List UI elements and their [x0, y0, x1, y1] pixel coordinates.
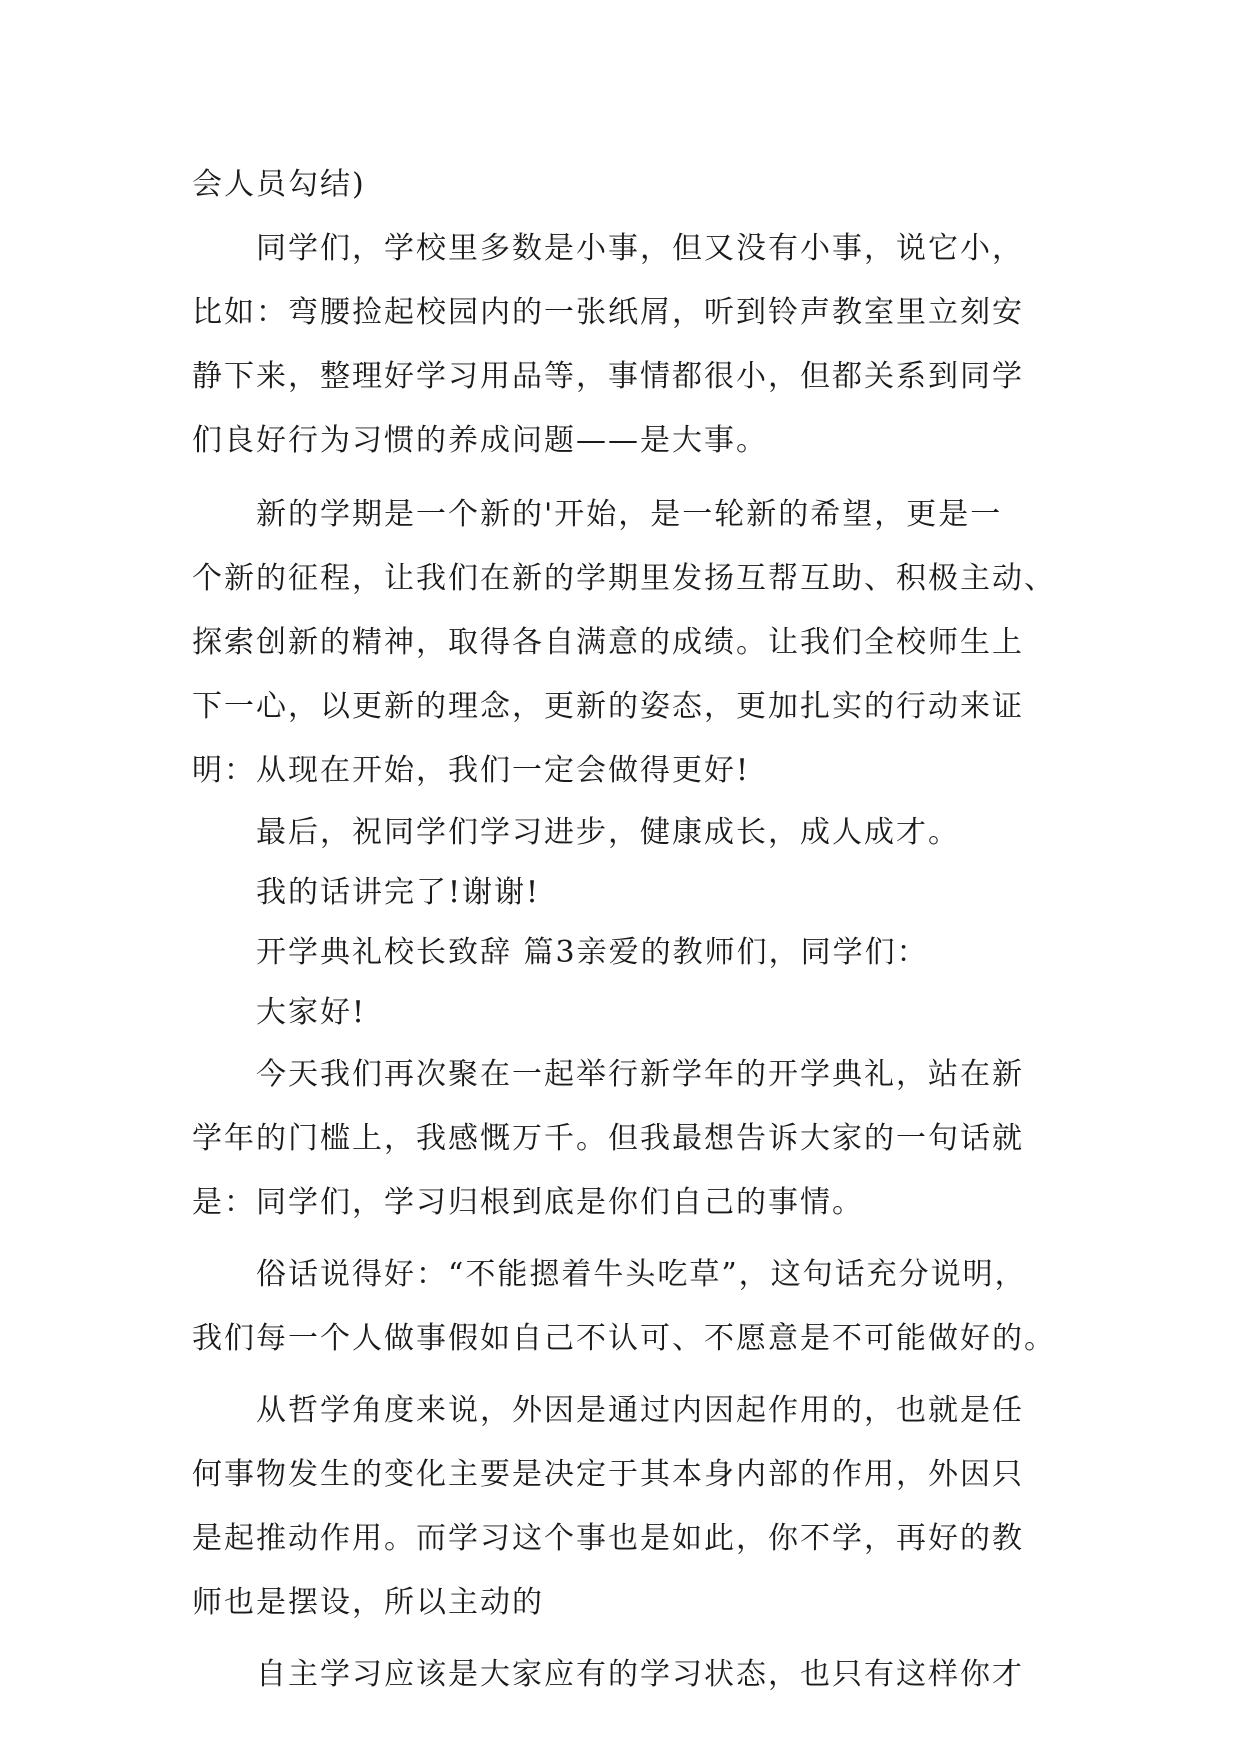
- text-line: 们良好行为习惯的养成问题——是大事。: [192, 423, 768, 458]
- text-line: 今天我们再次聚在一起举行新学年的开学典礼，站在新: [256, 1057, 1024, 1092]
- section-heading: 开学典礼校长致辞 篇3亲爱的教师们，同学们：: [256, 935, 929, 970]
- text-line: 静下来，整理好学习用品等，事情都很小，但都关系到同学: [192, 359, 1024, 394]
- text-line: 最后，祝同学们学习进步，健康成长，成人成才。: [256, 815, 960, 850]
- text-line: 从哲学角度来说，外因是通过内因起作用的，也就是任: [256, 1393, 1024, 1428]
- text-line: 明：从现在开始，我们一定会做得更好!: [192, 753, 751, 788]
- text-line: 个新的征程，让我们在新的学期里发扬互帮互助、积极主动、: [192, 561, 1056, 596]
- text-line: 新的学期是一个新的'开始，是一轮新的希望，更是一: [256, 497, 1003, 532]
- text-line: 是：同学们，学习归根到底是你们自己的事情。: [192, 1185, 864, 1220]
- text-line: 何事物发生的变化主要是决定于其本身内部的作用，外因只: [192, 1457, 1024, 1492]
- text-line: 我的话讲完了!谢谢!: [256, 875, 541, 910]
- text-line: 自主学习应该是大家应有的学习状态，也只有这样你才: [256, 1657, 1024, 1692]
- text-line: 俗话说得好：“不能摁着牛头吃草”，这句话充分说明，: [256, 1257, 1027, 1292]
- text-line: 比如：弯腰捡起校园内的一张纸屑，听到铃声教室里立刻安: [192, 295, 1024, 330]
- text-line: 我们每一个人做事假如自己不认可、不愿意是不可能做好的。: [192, 1321, 1056, 1356]
- text-line: 会人员勾结): [192, 167, 366, 202]
- text-line: 师也是摆设，所以主动的: [192, 1585, 544, 1620]
- text-line: 探索创新的精神，取得各自满意的成绩。让我们全校师生上: [192, 625, 1024, 660]
- text-line: 是起推动作用。而学习这个事也是如此，你不学，再好的教: [192, 1521, 1024, 1556]
- text-line: 学年的门槛上，我感慨万千。但我最想告诉大家的一句话就: [192, 1121, 1024, 1156]
- text-line: 同学们，学校里多数是小事，但又没有小事，说它小，: [256, 231, 1024, 266]
- text-line: 大家好!: [256, 995, 367, 1030]
- text-line: 下一心，以更新的理念，更新的姿态，更加扎实的行动来证: [192, 689, 1024, 724]
